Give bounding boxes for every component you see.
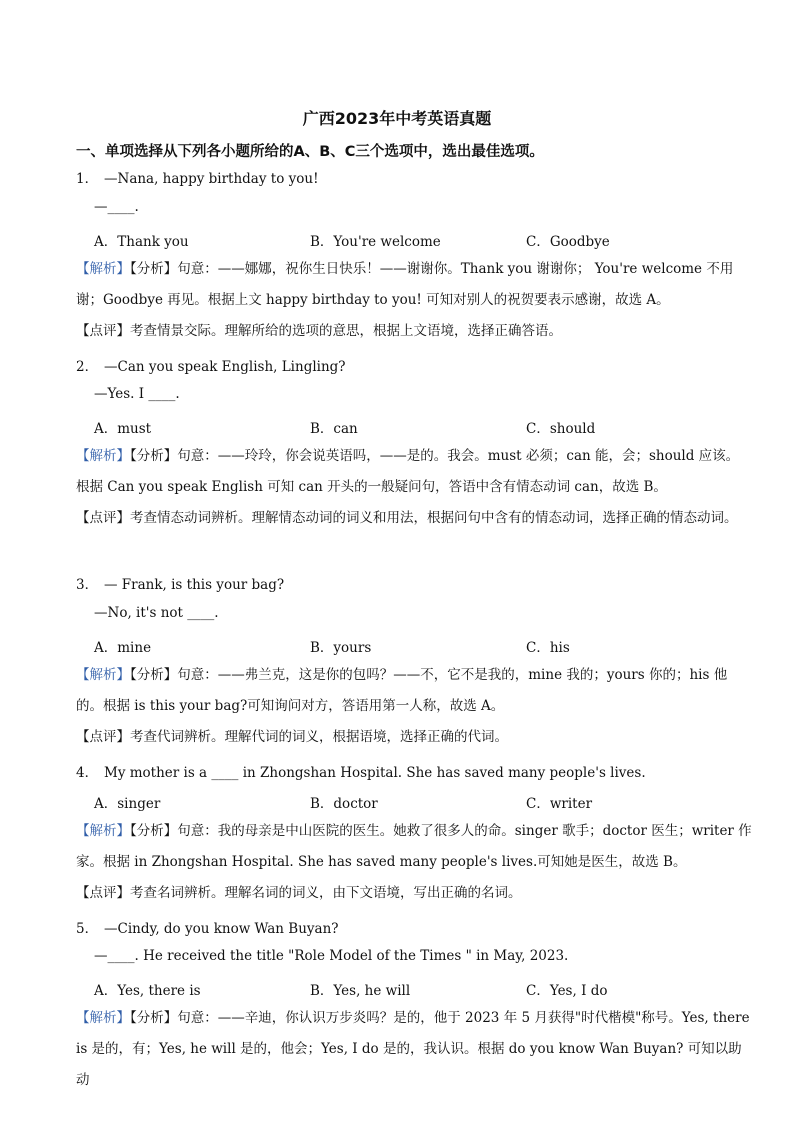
question-2-answer-line: —Yes. I ____.	[94, 386, 180, 402]
question-5-option-c: C．Yes, I do	[526, 983, 608, 999]
question-3-comment: 【点评】考查代词辨析。理解代词的词义，根据语境，选择正确的代词。	[76, 729, 508, 745]
question-4-analysis: 【解析】【分析】句意：我的母亲是中山医院的医生。她救了很多人的命。singer 歌手；doctor 医生；writer 作家。根据 in Zhongshan Hospital. She has saved many people's lives.可知她是医生，故选 B。	[76, 823, 752, 870]
question-3-analysis: 【解析】【分析】句意：——弗兰克，这是你的包吗？——不，它不是我的，mine 我的；yours 你的；his 他的。根据 is this your bag?可知询问对方，答语用第一人称，故选 A。	[76, 667, 728, 714]
question-2-stem: 2． —Can you speak English, Lingling?	[76, 359, 346, 375]
question-1-comment: 【点评】考查情景交际。理解所给的选项的意思，根据上文语境，选择正确答语。	[76, 323, 562, 339]
question-3-option-b: B．yours	[310, 640, 372, 656]
question-4-stem: 4． My mother is a ____ in Zhongshan Hospital. She has saved many people's lives.	[76, 765, 646, 781]
question-2-option-b: B．can	[310, 421, 358, 437]
question-2-comment: 【点评】考查情态动词辨析。理解情态动词的词义和用法，根据问句中含有的情态动词，选择正确的情态动词。	[76, 510, 738, 526]
question-2-analysis: 【解析】【分析】句意：——玲玲，你会说英语吗，——是的。我会。must 必须；can 能，会；should 应该。根据 Can you speak English 可知 can 开头的一般疑问句，答语中含有情态动词 can，故选 B。	[76, 448, 740, 495]
question-3-option-a: A．mine	[94, 640, 152, 656]
page-title: 广西2023年中考英语真题	[302, 109, 492, 128]
question-4-option-c: C．writer	[526, 796, 593, 812]
question-3-answer-line: —No, it's not ____.	[94, 605, 219, 621]
question-5-option-b: B．Yes, he will	[310, 983, 411, 999]
question-5-answer-line: —____. He received the title "Role Model of the Times " in May, 2023.	[94, 948, 569, 964]
question-5-analysis: 【解析】【分析】句意：——辛迪，你认识万步炎吗？是的，他于 2023 年 5 月获得"时代楷模"称号。Yes, there is 是的，有；Yes, he will 是的，他会；Yes, I do 是的，我认识。根据 do you know Wan Buyan? 可知以助动	[76, 1010, 750, 1088]
question-1-answer-line: —____.	[94, 199, 139, 215]
question-1-option-c: C．Goodbye	[526, 234, 610, 250]
question-1-option-b: B．You're welcome	[310, 234, 441, 250]
question-1-analysis: 【解析】【分析】句意：——娜娜，祝你生日快乐！——谢谢你。Thank you 谢谢你； You're welcome 不用谢；Goodbye 再见。根据上文 happy birthday to you! 可知对别人的祝贺要表示感谢，故选 A。	[76, 261, 734, 308]
question-4-option-b: B．doctor	[310, 796, 378, 812]
question-2-option-c: C．should	[526, 421, 596, 437]
question-3-option-c: C．his	[526, 640, 570, 656]
question-5-option-a: A．Yes, there is	[94, 983, 201, 999]
section-heading: 一、单项选择从下列各小题所给的A、B、C三个选项中，选出最佳选项。	[76, 144, 544, 160]
question-1-option-a: A．Thank you	[94, 234, 189, 250]
question-3-stem: 3． — Frank, is this your bag?	[76, 577, 285, 593]
question-2-option-a: A．must	[94, 421, 152, 437]
question-5-stem: 5． —Cindy, do you know Wan Buyan?	[76, 921, 339, 937]
question-4-comment: 【点评】考查名词辨析。理解名词的词义，由下文语境，写出正确的名词。	[76, 885, 522, 901]
question-4-option-a: A．singer	[94, 796, 161, 812]
question-1-stem: 1． —Nana, happy birthday to you!	[76, 171, 319, 187]
